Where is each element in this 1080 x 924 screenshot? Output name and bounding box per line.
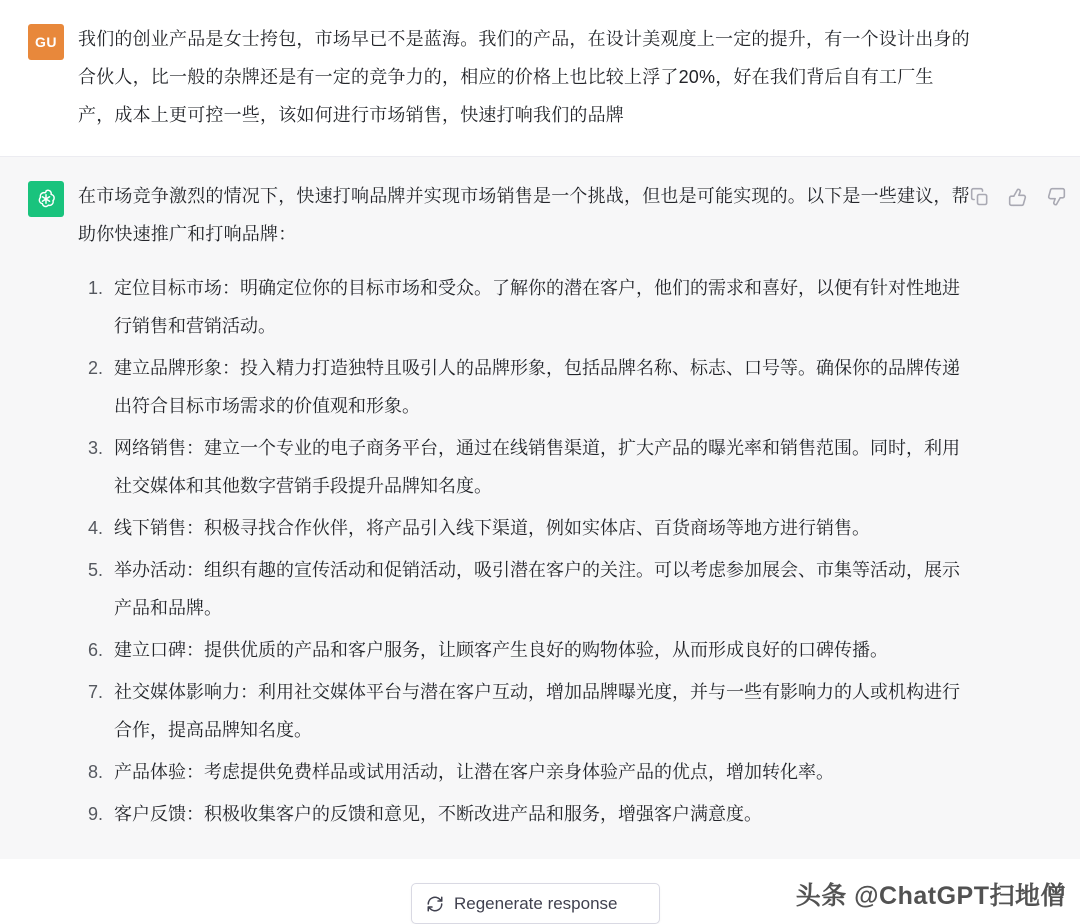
watermark: 头条 @ChatGPT扫地僧 bbox=[795, 882, 1066, 910]
user-message-body bbox=[78, 20, 1080, 134]
assistant-message-body bbox=[78, 177, 1080, 837]
assistant-suggestion-list bbox=[78, 269, 970, 833]
list-item: 9. 客户反馈：积极收集客户的反馈和意见，不断改进产品和服务，增强客户满意度。 bbox=[108, 795, 970, 833]
refresh-icon bbox=[426, 895, 444, 913]
list-item: 5. 举办活动：组织有趣的宣传活动和促销活动，吸引潜在客户的关注。可以考虑参加展会、市集等活动，展示产品和品牌。 bbox=[108, 551, 970, 627]
assistant-intro-text: 在市场竞争激烈的情况下，快速打响品牌并实现市场销售是一个挑战，但也是可能实现的。以下是一些建议，帮助你快速推广和打响品牌： bbox=[78, 186, 970, 244]
list-item: 4. 线下销售：积极寻找合作伙伴，将产品引入线下渠道，例如实体店、百货商场等地方进行销售。 bbox=[108, 509, 970, 547]
list-item: 7. 社交媒体影响力：利用社交媒体平台与潜在客户互动，增加品牌曝光度，并与一些有影响力的人或机构进行合作，提高品牌知名度。 bbox=[108, 673, 970, 749]
message-actions bbox=[970, 187, 1066, 207]
avatar: GU bbox=[28, 24, 64, 60]
avatar bbox=[28, 181, 64, 217]
user-message-text: 我们的创业产品是女士挎包，市场早已不是蓝海。我们的产品，在设计美观度上一定的提升，有一个设计出身的合伙人，比一般的杂牌还是有一定的竞争力的，相应的价格上也比较上浮了20%，好在我们背后自有工厂生产，成本上更可控一些，该如何进行市场销售，快速打响我们的品牌 bbox=[78, 29, 970, 125]
assistant-message bbox=[0, 156, 1080, 859]
list-item: 3. 网络销售：建立一个专业的电子商务平台，通过在线销售渠道，扩大产品的曝光率和销售范围。同时，利用社交媒体和其他数字营销手段提升品牌知名度。 bbox=[108, 429, 970, 505]
list-item: 8. 产品体验：考虑提供免费样品或试用活动，让潜在客户亲身体验产品的优点，增加转化率。 bbox=[108, 753, 970, 791]
user-avatar-column bbox=[0, 20, 78, 60]
assistant-avatar-column bbox=[0, 177, 78, 217]
list-item: 2. 建立品牌形象：投入精力打造独特且吸引人的品牌形象，包括品牌名称、标志、口号等。确保你的品牌传递出符合目标市场需求的价值观和形象。 bbox=[108, 349, 970, 425]
thumbs-down-icon[interactable] bbox=[1046, 187, 1066, 207]
openai-logo-icon bbox=[35, 188, 57, 210]
list-item: 6. 建立口碑：提供优质的产品和客户服务，让顾客产生良好的购物体验，从而形成良好的口碑传播。 bbox=[108, 631, 970, 669]
copy-icon[interactable] bbox=[970, 187, 990, 207]
regenerate-label: Regenerate response bbox=[454, 893, 618, 913]
list-item: 1. 定位目标市场：明确定位你的目标市场和受众。了解你的潜在客户，他们的需求和喜好，以便有针对性地进行销售和营销活动。 bbox=[108, 269, 970, 345]
regenerate-response-button[interactable] bbox=[411, 883, 660, 924]
user-message bbox=[0, 0, 1080, 156]
thumbs-up-icon[interactable] bbox=[1008, 187, 1028, 207]
